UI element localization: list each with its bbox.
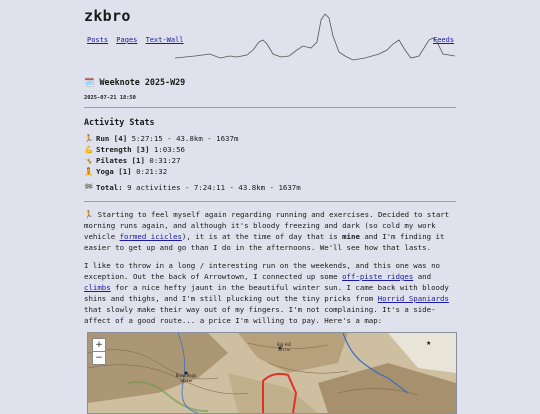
- nav-pages[interactable]: Pages: [116, 36, 138, 44]
- stat-yoga: [84, 167, 238, 178]
- map-label-big-hill-elev: 1217m: [277, 348, 291, 352]
- yoga-icon: 🧘: [84, 167, 94, 176]
- text: and: [413, 272, 432, 281]
- stat-pilates: [84, 156, 238, 167]
- calendar-icon: 🗓️: [84, 77, 95, 87]
- map-label-brow-peak: Brow Peak: [175, 373, 197, 378]
- total-value: 9 activities - 7:24:11 - 43.8km - 1637m: [127, 183, 301, 192]
- post-title: [84, 77, 185, 89]
- nav-feeds[interactable]: Feeds: [433, 36, 455, 44]
- nav-text-wall[interactable]: Text-Wall: [145, 36, 184, 44]
- total-label: Total:: [96, 183, 123, 192]
- stat-value: 1:03:56: [153, 145, 186, 154]
- stat-label: Yoga [1]: [96, 167, 132, 176]
- divider: [84, 201, 456, 202]
- paragraph-2: [84, 260, 456, 326]
- stat-label: Strength [3]: [96, 145, 150, 154]
- paragraph-1: [84, 209, 456, 253]
- zoom-in-button[interactable]: +: [92, 338, 106, 352]
- text: and I'm finding it easier to get up and go than I do in the afternoons. We'll see how that lasts.: [84, 232, 445, 252]
- text: ), it is at the time of day that is: [181, 232, 343, 241]
- text: I like to throw in a long / interesting run on the weekends, and this one was no exception. Out the back of Arrowtown, I connected up some: [84, 261, 440, 281]
- stat-label: Pilates [1]: [96, 156, 145, 165]
- link-off-piste-ridges[interactable]: off-piste ridges: [342, 272, 414, 281]
- text: that slowly make their way out of my fingers. I'm not complaining. It's a side-affect of a good route... a price I'm willing to pay. Here's a map:: [84, 305, 436, 325]
- link-formed-icicles[interactable]: formed icicles: [119, 232, 182, 241]
- nav-posts[interactable]: Posts: [87, 36, 109, 44]
- map-label-big-hill: Big Hill: [276, 342, 292, 347]
- site-title[interactable]: zkbro: [84, 7, 131, 25]
- post-title-text: Weeknote 2025-W29: [99, 77, 186, 87]
- flexed-arm-icon: 💪: [84, 145, 94, 154]
- cartwheel-icon: 🤸: [84, 156, 94, 165]
- link-horrid-spaniards[interactable]: Horrid Spaniards: [377, 294, 449, 303]
- elevation-profile: [175, 10, 455, 62]
- terrain-map[interactable]: [88, 333, 456, 413]
- stats-total: [84, 183, 301, 194]
- stat-value: 5:27:15 - 43.8km - 1637m: [131, 134, 239, 143]
- text: for a nice hefty jaunt in the beautiful winter sun. I came back with bloody shins and thighs, and I'm still plucking out the tiny pricks from: [84, 283, 449, 303]
- chequered-flag-icon: 🏁: [84, 183, 94, 192]
- stat-strength: [84, 145, 238, 156]
- main-nav: [87, 36, 188, 46]
- activity-stats-list: [84, 134, 238, 178]
- stat-value: 0:21:32: [136, 167, 168, 176]
- text: Starting to feel myself again regarding running and exercises. Decided to start morning runs again, and although it's bloody freezing and dark (so cold my work vehicle: [84, 210, 450, 241]
- map-label-brow-peak-elev: 1621m: [179, 379, 193, 383]
- post-date: 2025-07-21 18:50: [84, 95, 136, 101]
- emphasis: mine: [342, 232, 360, 241]
- stat-label: Run [4]: [96, 134, 128, 143]
- star-icon: ★: [426, 340, 432, 347]
- divider: [84, 107, 456, 108]
- zoom-out-button[interactable]: −: [92, 351, 106, 365]
- link-climbs[interactable]: climbs: [84, 283, 111, 292]
- stat-run: [84, 134, 238, 145]
- activity-stats-heading: Activity Stats: [84, 117, 155, 127]
- stat-value: 0:31:27: [149, 156, 181, 165]
- route-map[interactable]: [87, 332, 457, 414]
- runner-icon: 🏃: [84, 134, 94, 143]
- runner-icon: 🏃: [84, 210, 94, 219]
